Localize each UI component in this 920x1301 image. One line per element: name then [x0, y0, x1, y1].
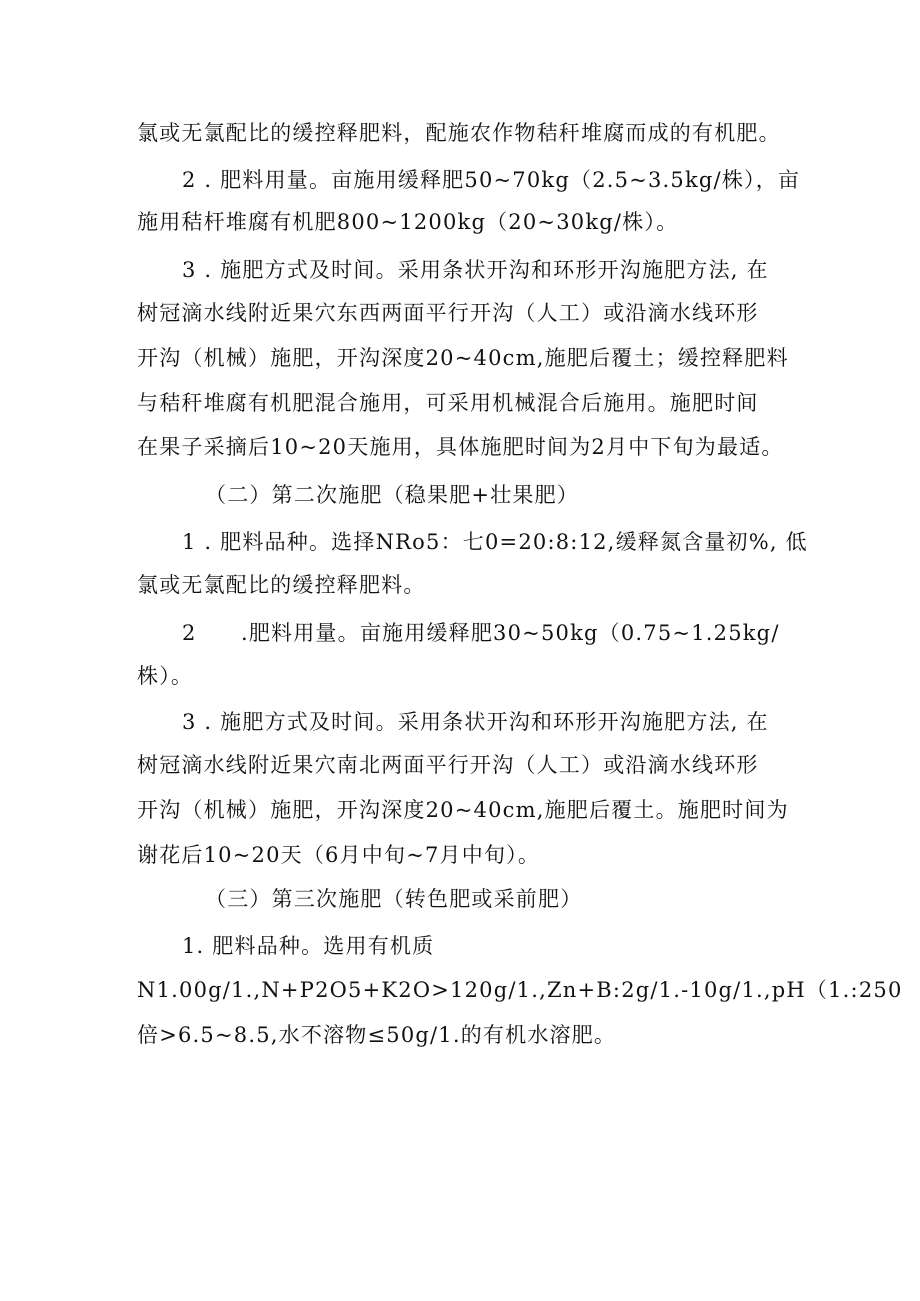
- text-line: 氯或无氯配比的缓控释肥料，配施农作物秸秆堆腐而成的有机肥。: [137, 121, 781, 145]
- text-line: 1 . 肥料品种。选择NRo5：七0=20:8:12,缓释氮含量初%, 低: [182, 530, 808, 554]
- text-line: 开沟（机械）施肥，开沟深度20~40cm,施肥后覆土；缓控释肥料: [137, 346, 789, 370]
- text-line: 2 . 肥料用量。亩施用缓释肥50~70kg（2.5~3.5kg/株），亩: [182, 168, 801, 192]
- section-heading: （三）第三次施肥（转色肥或采前肥）: [205, 887, 583, 911]
- text-line: 树冠滴水线附近果穴南北两面平行开沟（人工）或沿滴水线环形: [137, 753, 759, 777]
- text-line: 株）。: [137, 664, 194, 688]
- text-line: 2 .肥料用量。亩施用缓释肥30~50kg（0.75~1.25kg/: [182, 621, 780, 645]
- section-heading: （二）第二次施肥（稳果肥+壮果肥）: [205, 483, 579, 507]
- text-line: 谢花后10~20天（6月中旬~7月中旬）。: [137, 843, 541, 867]
- text-line: 施用秸杆堆腐有机肥800~1200kg（20~30kg/株）。: [137, 210, 679, 234]
- text-line: N1.00g/1.,N+P2O5+K2O>120g/1.,Zn+B:2g/1.-10g/1.,pH（1.:250: [137, 978, 903, 1002]
- text-line: 与秸秆堆腐有机肥混合施用，可采用机械混合后施用。施肥时间: [137, 391, 759, 415]
- text-line: 3 . 施肥方式及时间。采用条状开沟和环形开沟施肥方法, 在: [182, 710, 769, 734]
- text-line: 1. 肥料品种。选用有机质: [182, 934, 435, 958]
- text-line: 氯或无氯配比的缓控释肥料。: [137, 573, 426, 597]
- text-line: 倍>6.5~8.5,水不溶物≤50g/1.的有机水溶肥。: [137, 1023, 617, 1047]
- text-line: 3 . 施肥方式及时间。采用条状开沟和环形开沟施肥方法, 在: [182, 258, 769, 282]
- text-line: 树冠滴水线附近果穴东西两面平行开沟（人工）或沿滴水线环形: [137, 301, 759, 325]
- text-line: 在果子采摘后10~20天施用，具体施肥时间为2月中下旬为最适。: [137, 435, 784, 459]
- text-line: 开沟（机械）施肥，开沟深度20~40cm,施肥后覆土。施肥时间为: [137, 798, 789, 822]
